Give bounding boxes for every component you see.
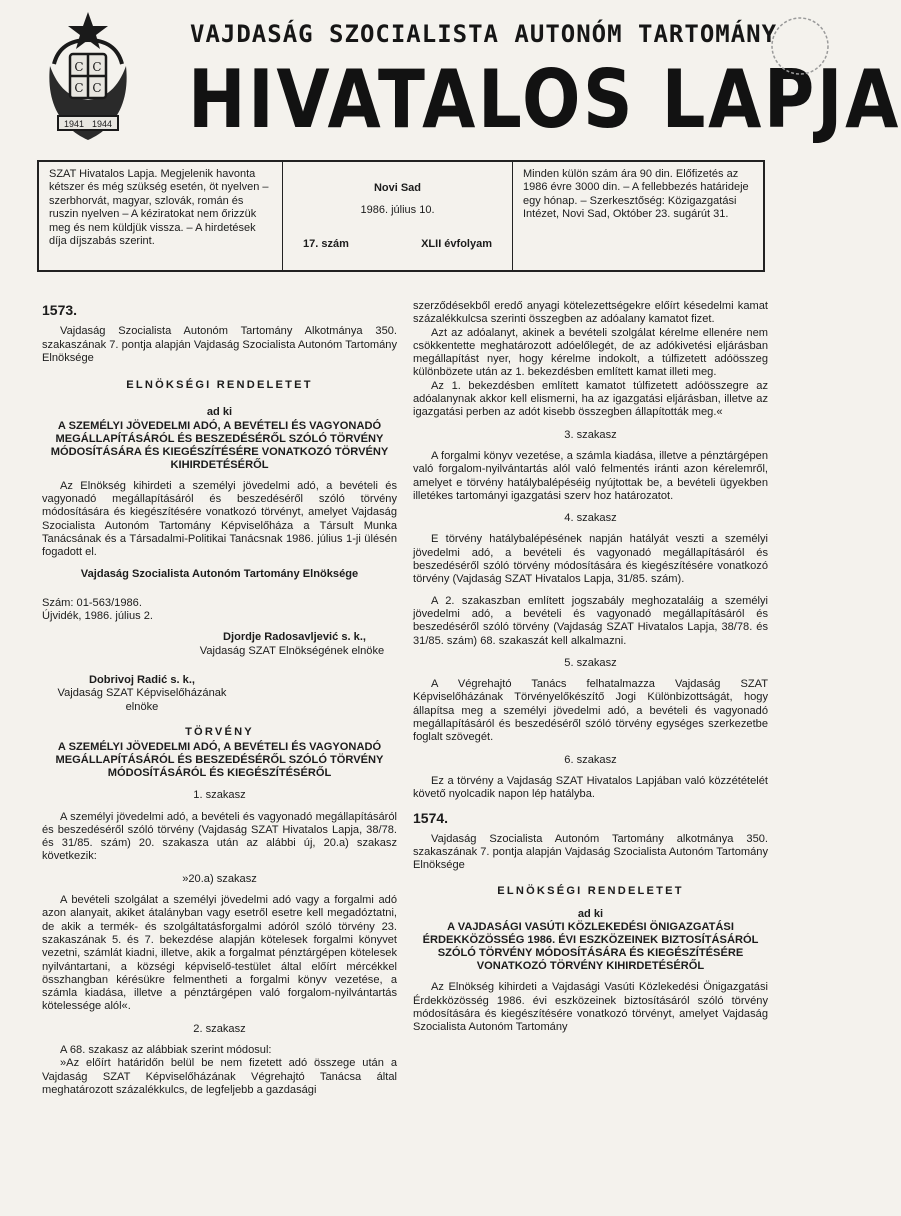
- decree-title: A SZEMÉLYI JÖVEDELMI ADÓ, A BEVÉTELI ÉS VAGYONADÓ MEGÁLLAPÍTÁSÁRÓL ÉS BESZEDÉSÉRŐL SZÓLÓ TÖRVÉNY MÓDOSÍTÁSÁRA ÉS KIEGÉSZÍTÉSÉRE VONATKOZÓ TÖRVÉNY KIHIRDETÉSÉRŐL: [50, 419, 389, 471]
- paragraph: A forgalmi könyv vezetése, a számla kiadása, illetve a pénztárgépen való forgalom-nyilvántartás alól való felmentés iránti azon kérelemről, amelyet e törvény hatálybalépéséig nyújtottak be, a bevételi ügyekben illetékes tartományi igazgatási szerv hoz határozatot.: [413, 449, 768, 502]
- section-label: 3. szakasz: [564, 428, 617, 441]
- section-label: 6. szakasz: [564, 753, 617, 766]
- law-heading: TÖRVÉNY: [185, 725, 254, 738]
- paragraph: A bevételi szolgálat a személyi jövedelmi adó vagy a forgalmi adó azon alanyait, akiket átalányban vagy esetről esetre kell megadóztatni, de akik a termék- és szolgáltatásforgalmi adóról szóló törvény 23. szakaszának 5. és 7. bekezdése alapján kötelesek forgalmi könyvet vezetni, számlát kiadni, illetve, akik a forgalmat pénztárgépen kötelesek nyilvántartani, a községi képviselő-testület által előírt mércékkel összhangban kérésükre felmentheti a forgalmi könyv vezetése, a számla kiadása, illetve a pénztárgépen való forgalom-nyilvántartás kötelessége alól«.: [42, 894, 397, 1013]
- city: Novi Sad: [373, 182, 422, 194]
- svg-text:C: C: [74, 81, 84, 95]
- paragraph: szerződésekből eredő anyagi kötelezettségekre előírt késedelmi kamat százalékkulcsa szerinti összegben az adóalany kamatot fizet.: [413, 300, 768, 326]
- issue-number: 17. szám: [303, 238, 349, 250]
- issue-date: 1986. július 10.: [360, 204, 435, 216]
- svg-text:C: C: [74, 60, 84, 74]
- paragraph: Az 1. bekezdésben említett kamatot túlfizetett adóösszegre az adóalanynak akkor kell elismerni, ha az igazgatási eljárásban, illetve az igazgatási perben az adót kisebb összegben állapították meg.«: [413, 379, 768, 419]
- section-label: 4. szakasz: [564, 512, 617, 525]
- section-label: »20.a) szakasz: [182, 872, 257, 885]
- emblem-year-1: 1941: [63, 119, 85, 129]
- law-title: A SZEMÉLYI JÖVEDELMI ADÓ, A BEVÉTELI ÉS VAGYONADÓ MEGÁLLAPÍTÁSÁRÓL ÉS BESZEDÉSÉRŐL SZÓLÓ TÖRVÉNY MÓDOSÍTÁSÁRÓL ÉS KIEGÉSZÍTÉSÉRŐL: [55, 741, 384, 780]
- masthead-subtitle: VAJDASÁG SZOCIALISTA AUTONÓM TARTOMÁNY: [190, 20, 778, 48]
- section-heading: ELNÖKSÉGI RENDELETET: [497, 884, 684, 897]
- paragraph: Az Elnökség kihirdeti a Vajdasági Vasúti Közlekedési Önigazgatási Érdekközösség 1986. évi eszközeinek biztosításáról szóló törvény módosítására és kiegészítésére vonatkozó törvényt, amelyet Vajdaság Szocialista Autonóm Tartomány: [413, 981, 768, 1034]
- paragraph: Vajdaság Szocialista Autonóm Tartomány alkotmánya 350. szakaszának 7. pontja alapján Vajdaság Szocialista Autonóm Tartomány Elnöksége: [413, 832, 768, 872]
- paragraph: A 68. szakasz az alábbiak szerint módosul:: [60, 1043, 272, 1056]
- decree-title: A VAJDASÁGI VASÚTI KÖZLEKEDÉSI ÖNIGAZGATÁSI ÉRDEKKÖZÖSSÉG 1986. ÉVI ESZKÖZEINEK BIZTOSÍTÁSÁRÓL SZÓLÓ TÖRVÉNY MÓDOSÍTÁSÁRA ÉS KIEGÉSZÍTÉSÉRE VONATKOZÓ TÖRVÉNY KIHIRDETÉSÉRŐL: [422, 921, 759, 973]
- paragraph: Vajdaság Szocialista Autonóm Tartomány Alkotmánya 350. szakaszának 7. pontja alapján Vajdaság Szocialista Autonóm Tartomány Elnöksége: [42, 325, 397, 364]
- left-column: [42, 300, 397, 1097]
- paragraph: Ez a törvény a Vajdaság SZAT Hivatalos Lapjában való közzétételét követő nyolcadik napon lép hatályba.: [413, 774, 768, 801]
- paragraph: A Végrehajtó Tanács felhatalmazza Vajdaság SZAT Képviselőházának Törvényelőkészítő Jogi Különbizottságát, hogy állapítsa meg a személyi jövedelmi adó, a bevételi és vagyonadó megállapításáról és beszedéséről szóló törvény egységes szerkezetbe foglalt szövegét.: [413, 678, 768, 744]
- signatory-role: Vajdaság SZAT Képviselőházának elnöke: [57, 687, 227, 713]
- section-label: 2. szakasz: [193, 1022, 246, 1035]
- signatory-role: Vajdaság SZAT Elnökségének elnöke: [199, 644, 385, 657]
- emblem-year-2: 1944: [91, 119, 113, 129]
- decree-number: 1574.: [413, 809, 449, 826]
- ad-ki: ad ki: [577, 907, 604, 920]
- paragraph: A 2. szakaszban említett jogszabály meghozataláig a személyi jövedelmi adó, a bevételi és vagyonadó megállapításáról és beszedéséről szóló törvény (Vajdaság SZAT Hivatalos Lapja, 38/78. és 31/85. szám) 68. szakaszát kell alkalmazni.: [413, 594, 768, 647]
- info-box: [37, 160, 765, 272]
- svg-text:C: C: [92, 60, 102, 74]
- right-column: [413, 300, 768, 1034]
- ad-ki: ad ki: [206, 406, 233, 419]
- coat-of-arms-icon: [36, 8, 140, 148]
- publication-notice: SZAT Hivatalos Lapja. Megjelenik havonta kétszer és még szükség esetén, öt nyelven – szerbhorvát, magyar, szlovák, román és ruszin nyelven – A kéziratokat nem őrizzük meg és nem küldjük vissza. – A hirdetések díja díjszabás szerint.: [39, 162, 283, 270]
- volume: XLII évfolyam: [421, 238, 492, 250]
- signatory-name: Dobrivoj Radić s. k.,: [88, 674, 196, 687]
- section-label: 1. szakasz: [193, 789, 246, 802]
- section-heading: ELNÖKSÉGI RENDELETET: [126, 379, 313, 392]
- stamp-icon: [768, 12, 828, 82]
- paragraph: E törvény hatálybalépésének napján hatályát veszti a személyi jövedelmi adó, a bevételi és vagyonadó megállapításáról és beszedéséről szóló törvény módosítására és kiegészítésére vonatkozó törvény (Vajdaság SZAT Hivatalos Lapja, 31/85. szám).: [413, 533, 768, 586]
- decree-number: 1573.: [42, 302, 78, 318]
- presidency: Vajdaság Szocialista Autonóm Tartomány Elnöksége: [80, 567, 359, 580]
- masthead-title: HIVATALOS LAPJA: [188, 53, 901, 146]
- paragraph: »Az előírt határidőn belül be nem fizetett adó összege után a Vajdaság SZAT Képviselőházának Végrehajtó Tanácsa által meghatározott százalékkulcs, de legfeljebb a gazdasági: [42, 1057, 397, 1096]
- paragraph: Az Elnökség kihirdeti a személyi jövedelmi adó, a bevételi és vagyonadó megállapításáról és beszedéséről szóló törvény módosítására és kiegészítésére vonatkozó törvényt, amelyet Vajdaság Szocialista Autonóm Tartomány Képviselőháza a Társult Munka Tanácsának és a Társadalmi-Politikai Tanácsnak 1986. július 1-ji ülésén fogadott el.: [42, 479, 397, 559]
- paragraph: Azt az adóalanyt, akinek a bevételi szolgálat kérelme ellenére nem csökkentette meghatározott adóelőlegét, de az adókivetési eljárásban megállapítást nyer, hogy kérelme indokolt, a túlfizetett adóösszeg különbözete után az 1. bekezdésben említett kamat illeti meg.: [413, 326, 768, 379]
- svg-text:C: C: [92, 81, 102, 95]
- issue-details: [283, 162, 513, 270]
- reference-number: Szám: 01-563/1986.: [42, 596, 142, 609]
- signatory-name: Djordje Radosavljević s. k.,: [222, 631, 367, 644]
- paragraph: A személyi jövedelmi adó, a bevételi és vagyonadó megállapításáról és beszedéséről szóló törvény (Vajdaság SZAT Hivatalos Lapja, 38/78. és 31/85. szám) 20. szakasza után az alábbi új, 20.a) szakasz következik:: [42, 810, 397, 863]
- reference-place: Újvidék, 1986. július 2.: [42, 610, 153, 623]
- price-notice: Minden külön szám ára 90 din. Előfizetés az 1986 évre 3000 din. – A fellebbezés határideje egy hónap. – Szerkesztőség: Közigazgatási Intézet, Novi Sad, Október 23. sugárút 31.: [523, 168, 749, 221]
- section-label: 5. szakasz: [564, 656, 617, 669]
- masthead: [0, 0, 901, 160]
